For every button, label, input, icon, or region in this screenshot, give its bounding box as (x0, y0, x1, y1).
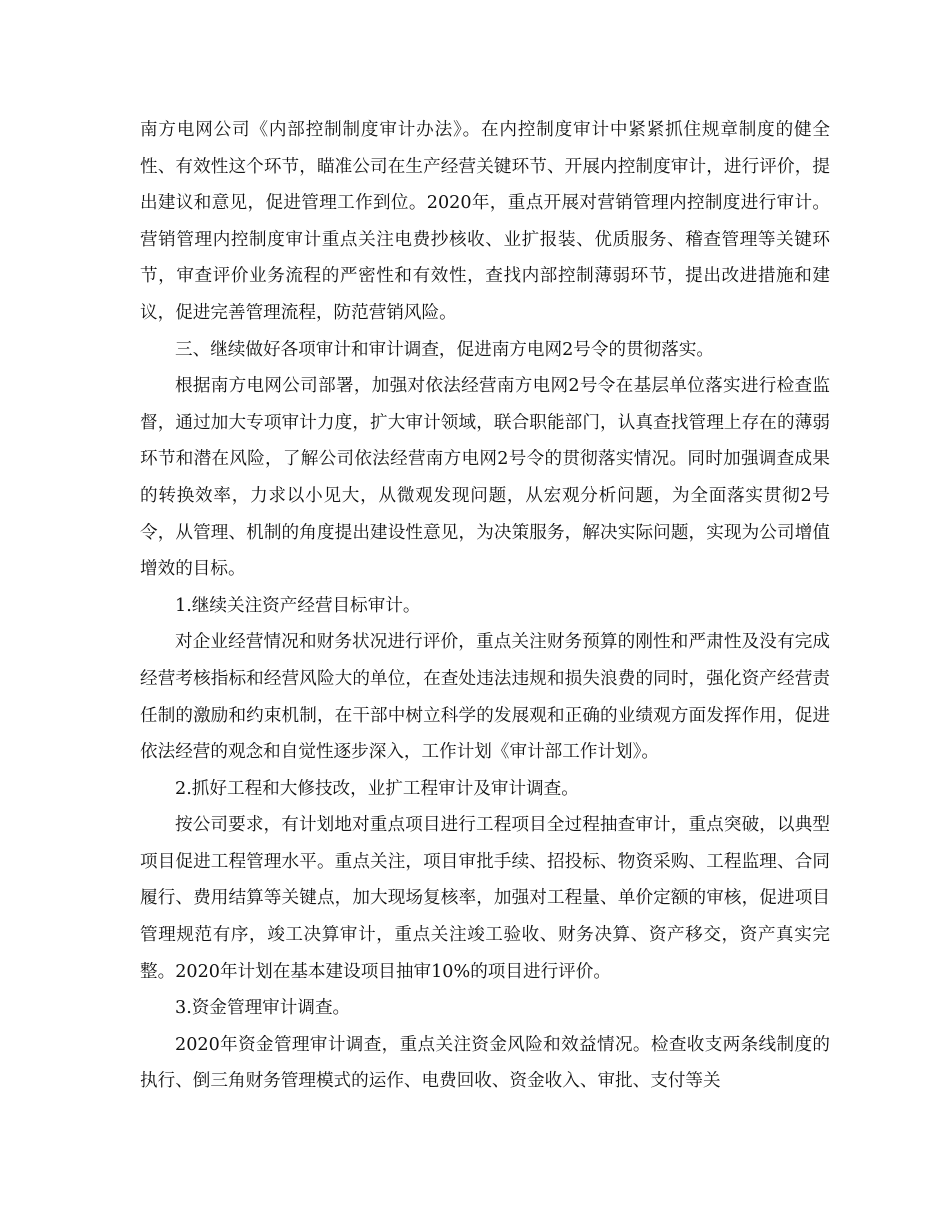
paragraph-body: 2020年资金管理审计调查，重点关注资金风险和效益情况。检查收支两条线制度的执行、倒三角财务管理模式的运作、电费回收、资金收入、审批、支付等关 (140, 1034, 830, 1092)
paragraph-body: 按公司要求，有计划地对重点项目进行工程项目全过程抽查审计，重点突破，以典型项目促进工程管理水平。重点关注，项目审批手续、招投标、物资采购、工程监理、合同履行、费用结算等关键点，加大现场复核率，加强对工程量、单价定额的审核，促进项目管理规范有序，竣工决算审计，重点关注竣工验收、财务决算、资产移交，资产真实完整。2020年计划在基本建设项目抽审10%的项目进行评价。 (140, 815, 830, 982)
paragraph-continuation: 南方电网公司《内部控制制度审计办法》。在内控制度审计中紧紧抓住规章制度的健全性、有效性这个环节，瞄准公司在生产经营关键环节、开展内控制度审计，进行评价，提出建议和意见，促进管理工作到位。2020年，重点开展对营销管理内控制度进行审计。营销管理内控制度审计重点关注电费抄核收、业扩报装、优质服务、稽查管理等关键环节，审查评价业务流程的严密性和有效性，查找内部控制薄弱环节，提出改进措施和建议，促进完善管理流程，防范营销风险。 (140, 120, 830, 323)
subsection-heading-3: 3.资金管理审计调查。 (175, 998, 351, 1019)
paragraph-body: 根据南方电网公司部署，加强对依法经营南方电网2号令在基层单位落实进行检查监督，通过加大专项审计力度，扩大审计领域，联合职能部门，认真查找管理上存在的薄弱环节和潜在风险，了解公司依法经营南方电网2号令的贯彻落实情况。同时加强调查成果的转换效率，力求以小见大，从微观发现问题，从宏观分析问题，为全面落实贯彻2号令，从管理、机制的角度提出建设性意见，为决策服务，解决实际问题，实现为公司增值增效的目标。 (140, 376, 830, 580)
subsection-heading-1: 1.继续关注资产经营目标审计。 (175, 595, 421, 616)
subsection-heading-2: 2.抓好工程和大修技改，业扩工程审计及审计调查。 (175, 778, 579, 799)
paragraph-body: 对企业经营情况和财务状况进行评价，重点关注财务预算的刚性和严肃性及没有完成经营考核指标和经营风险大的单位，在查处违法违规和损失浪费的同时，强化资产经营责任制的激励和约束机制，在干部中树立科学的发展观和正确的业绩观方面发挥作用，促进依法经营的观念和自觉性逐步深入，工作计划《审计部工作计划》。 (140, 632, 830, 763)
section-heading-three: 三、继续做好各项审计和审计调查，促进南方电网2号令的贯彻落实。 (175, 339, 715, 360)
document-body (140, 112, 830, 1100)
